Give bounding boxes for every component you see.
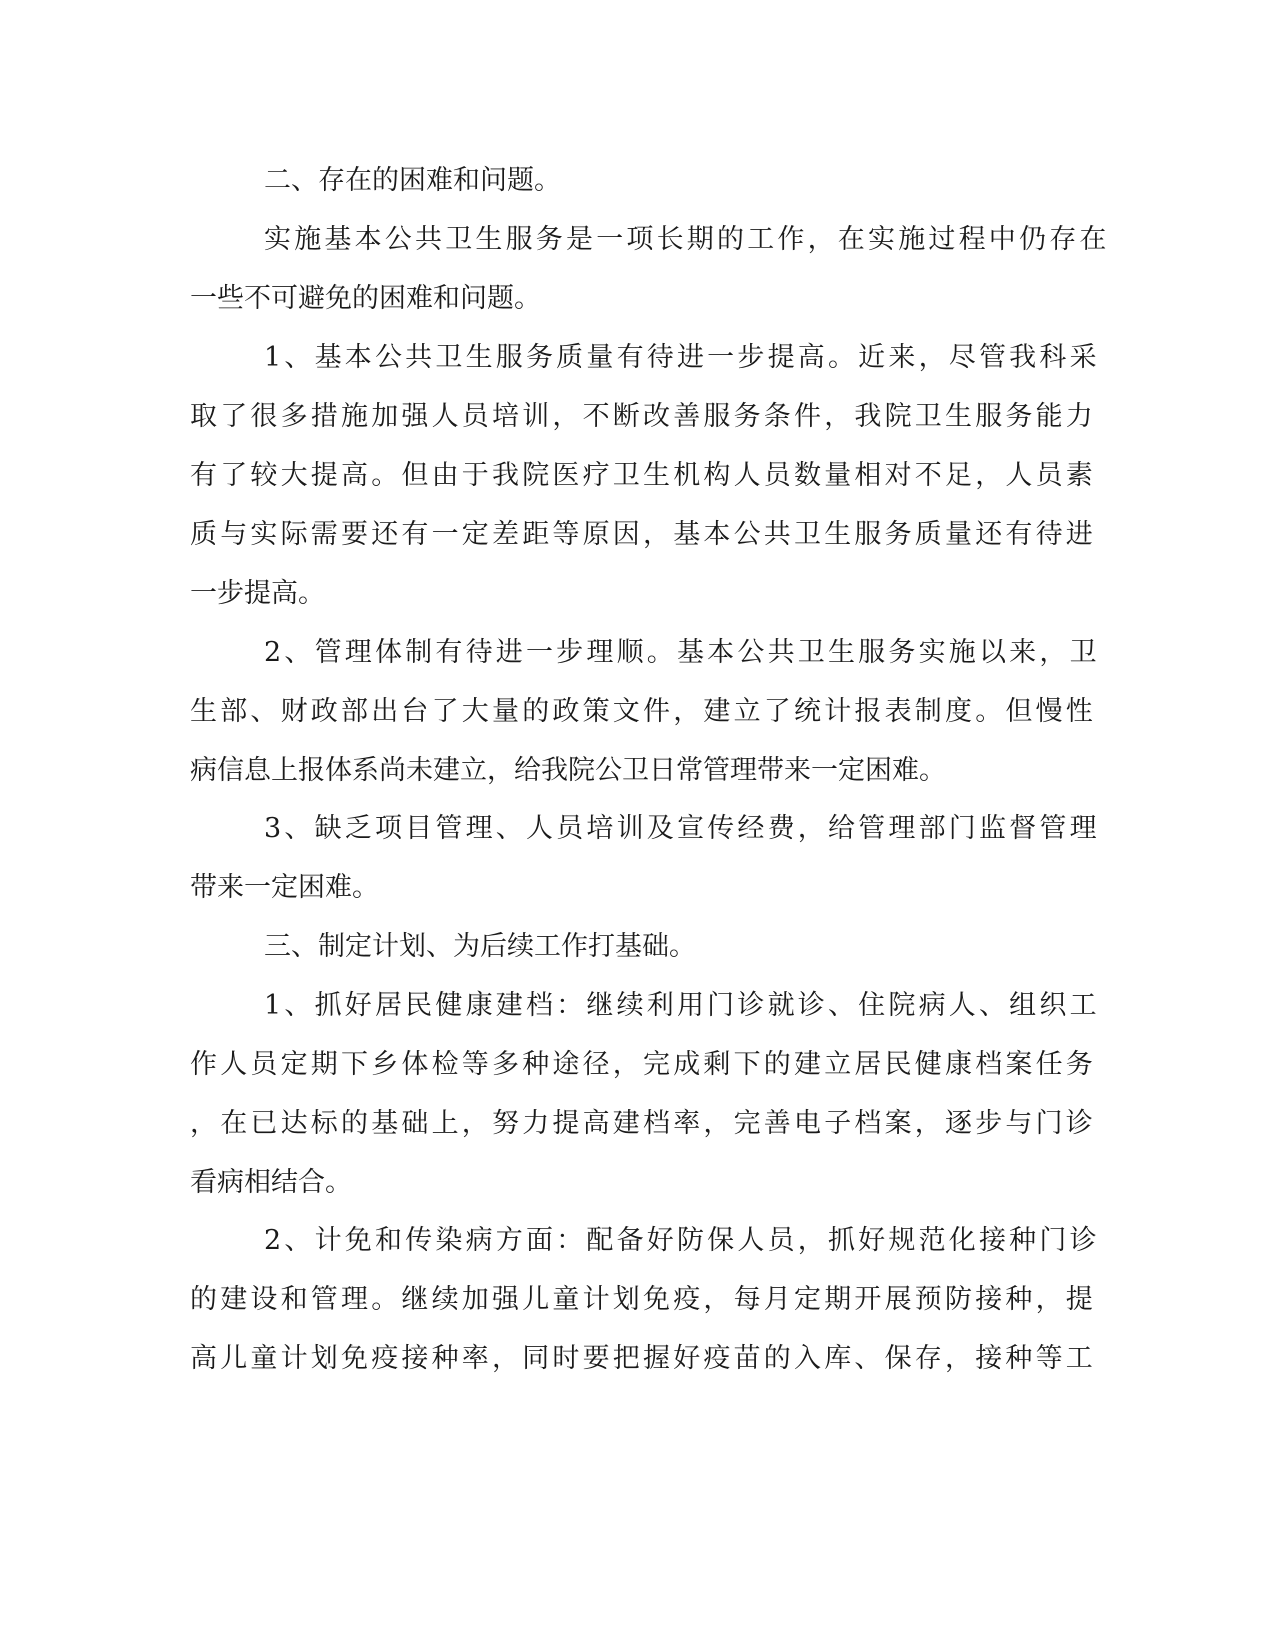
paragraph-line: 高儿童计划免疫接种率，同时要把握好疫苗的入库、保存，接种等工 — [190, 1343, 1096, 1374]
section-heading-2: 二、存在的困难和问题。 — [264, 165, 561, 196]
section-heading-3: 三、制定计划、为后续工作打基础。 — [264, 931, 696, 962]
paragraph-line: 有了较大提高。但由于我院医疗卫生机构人员数量相对不足，人员素 — [190, 460, 1096, 491]
paragraph-line: 3、缺乏项目管理、人员培训及宣传经费，给管理部门监督管理 — [264, 813, 1100, 844]
paragraph-line: 实施基本公共卫生服务是一项长期的工作，在实施过程中仍存在 — [264, 224, 1110, 255]
paragraph-line: 一步提高。 — [190, 578, 325, 609]
paragraph-line: 2、管理体制有待进一步理顺。基本公共卫生服务实施以来，卫 — [264, 637, 1100, 668]
paragraph-line: 作人员定期下乡体检等多种途径，完成剩下的建立居民健康档案任务 — [190, 1049, 1096, 1080]
paragraph-line: 病信息上报体系尚未建立，给我院公卫日常管理带来一定困难。 — [190, 755, 946, 786]
paragraph-line: 2、计免和传染病方面：配备好防保人员，抓好规范化接种门诊 — [264, 1225, 1100, 1256]
paragraph-line: 1、基本公共卫生服务质量有待进一步提高。近来，尽管我科采 — [264, 342, 1100, 373]
paragraph-line: 1、抓好居民健康建档：继续利用门诊就诊、住院病人、组织工 — [264, 990, 1100, 1021]
paragraph-line: 生部、财政部出台了大量的政策文件，建立了统计报表制度。但慢性 — [190, 696, 1096, 727]
paragraph-line: 质与实际需要还有一定差距等原因，基本公共卫生服务质量还有待进 — [190, 519, 1096, 550]
paragraph-line: 带来一定困难。 — [190, 872, 379, 903]
paragraph-line: ，在已达标的基础上，努力提高建档率，完善电子档案，逐步与门诊 — [190, 1108, 1096, 1139]
paragraph-line: 一些不可避免的困难和问题。 — [190, 283, 541, 314]
paragraph-line: 的建设和管理。继续加强儿童计划免疫，每月定期开展预防接种，提 — [190, 1284, 1096, 1315]
paragraph-line: 看病相结合。 — [190, 1167, 352, 1198]
paragraph-line: 取了很多措施加强人员培训，不断改善服务条件，我院卫生服务能力 — [190, 401, 1096, 432]
